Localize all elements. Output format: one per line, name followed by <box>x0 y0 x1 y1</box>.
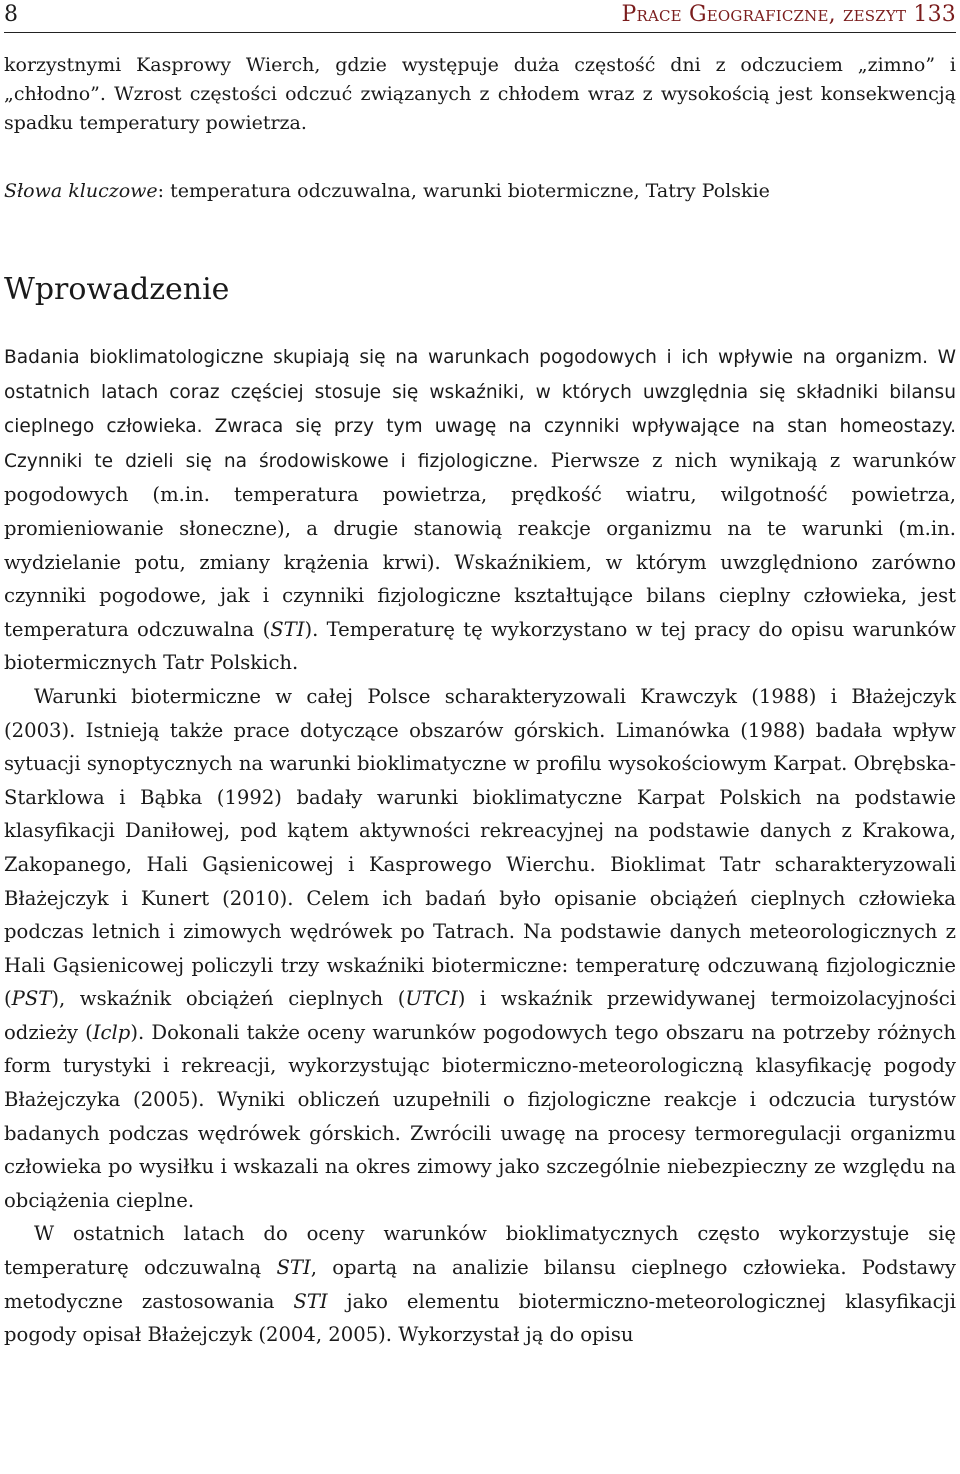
sti-abbr: STI <box>270 617 305 641</box>
paragraph-2-part-a: Warunki biotermiczne w całej Polsce scharakteryzowali Krawczyk (1988) i Błażejczyk (2003). Istnieją także prace dotyczące obszarów górskich. Limanówka (1988) badała wpływ sytuacji synoptycznych na warunki bioklimatyczne w profilu wysokościowym Karpat. Obrębska-Starklowa i Bąbka (1992) badały warunki bioklimatyczne Karpat Polskich na podstawie klasyfikacji Daniłowej, pod kątem aktywności rekreacyjnej na podstawie danych z Krakowa, Zakopanego, Hali Gąsienicowej i Kasprowego Wierchu. Bioklimat Tatr scharakteryzowali Błażejczyk i Kunert (2010). Celem ich badań było opisanie obciążeń cieplnych człowieka podczas letnich i zimowych wędrówek po Tatrach. Na podstawie danych meteorologicznych z Hali Gąsienicowej policzyli trzy wskaźniki biotermiczne: temperaturę odczuwaną fizjologicznie ( <box>4 684 956 1011</box>
iclp-abbr: Iclp <box>92 1020 131 1044</box>
abstract-text: korzystnymi Kasprowy Wierch, gdzie występuje duża częstość dni z odczuciem „zimno” i „chłodno”. Wzrost częstości odczuć związanych z chłodem wraz z wysokością jest konsekwencją spadku temperatury powietrza. <box>4 54 956 134</box>
paragraph-3-part-c: jako elementu biotermiczno-meteorologicznej klasyfikacji pogody opisał Błażejczyk (2004, 2005). Wykorzystał ją do opisu <box>4 1289 956 1347</box>
running-header <box>4 0 956 33</box>
sti-abbr: STI <box>293 1289 328 1313</box>
paragraph-2 <box>4 680 956 1218</box>
sti-abbr: STI <box>276 1256 311 1280</box>
paragraph-3-part-a: W ostatnich latach do oceny warunków bioklimatycznych często wykorzystuje się temperaturę odczuwalną <box>4 1222 956 1280</box>
paragraph-2-part-c: ) i wskaźnik przewidywanej termoizolacyjności odzieży ( <box>4 987 956 1044</box>
paragraph-1-part-b: Pierwsze z nich wynikają z warunków pogodowych (m.in. temperatura powietrza, prędkość wiatru, wilgotność powietrza, promieniowanie słoneczne), a drugie stanowią reakcje organizmu na te warunki (m.in. wydzielanie potu, zmiany krążenia krwi). Wskaźnikiem, w którym uwzględniono zarówno czynniki pogodowe, jak i czynniki fizjologiczne kształtujące bilans cieplny człowieka, jest temperatura odczuwalna ( <box>4 448 956 641</box>
paragraph-1 <box>4 340 956 680</box>
paragraph-2-part-d: ). Dokonali także oceny warunków pogodowych tego obszaru na potrzeby różnych form turystyki i rekreacji, wykorzystując biotermiczno-meteorologiczną klasyfikację pogody Błażejczyka (2005). Wyniki obliczeń uzupełnili o fizjologiczne reakcje i odczucia turystów badanych podczas wędrówek górskich. Zwrócili uwagę na procesy termoregulacji organizmu człowieka po wysiłku i wskazali na okres zimowy jako szczególnie niebezpieczny ze względu na obciążenia cieplne. <box>4 1020 957 1212</box>
keywords-text: temperatura odczuwalna, warunki biotermiczne, Tatry Polskie <box>170 180 770 202</box>
page-number: 8 <box>4 2 18 27</box>
utci-abbr: UTCI <box>405 987 458 1011</box>
body-text <box>4 340 956 1352</box>
pst-abbr: PST <box>11 987 52 1011</box>
paragraph-3-part-b: , opartą na analizie bilansu cieplnego człowieka. Podstawy metodyczne zastosowania <box>4 1256 956 1313</box>
section-title: Wprowadzenie <box>4 272 230 307</box>
paragraph-1-part-c: ). Temperaturę tę wykorzystano w tej pracy do opisu warunków biotermicznych Tatr Polskich. <box>4 617 957 675</box>
keywords-label: Słowa kluczowe <box>4 180 158 202</box>
paragraph-1-part-a: Badania bioklimatologiczne skupiają się na warunkach pogodowych i ich wpływie na organizm. W ostatnich latach coraz częściej stosuje się wskaźniki, w których uwzględnia się składniki bilansu cieplnego człowieka. Zwraca się przy tym uwagę na czynniki wpływające na stan homeostazy. Czynniki te dzieli się na środowiskowe i fizjologiczne. <box>4 347 956 472</box>
keywords-separator: : <box>157 180 171 202</box>
paragraph-3 <box>4 1217 956 1351</box>
keywords <box>4 177 956 206</box>
journal-title: Prace Geograficzne, zeszyt 133 <box>621 2 956 27</box>
paragraph-2-part-b: ), wskaźnik obciążeń cieplnych ( <box>51 987 406 1011</box>
